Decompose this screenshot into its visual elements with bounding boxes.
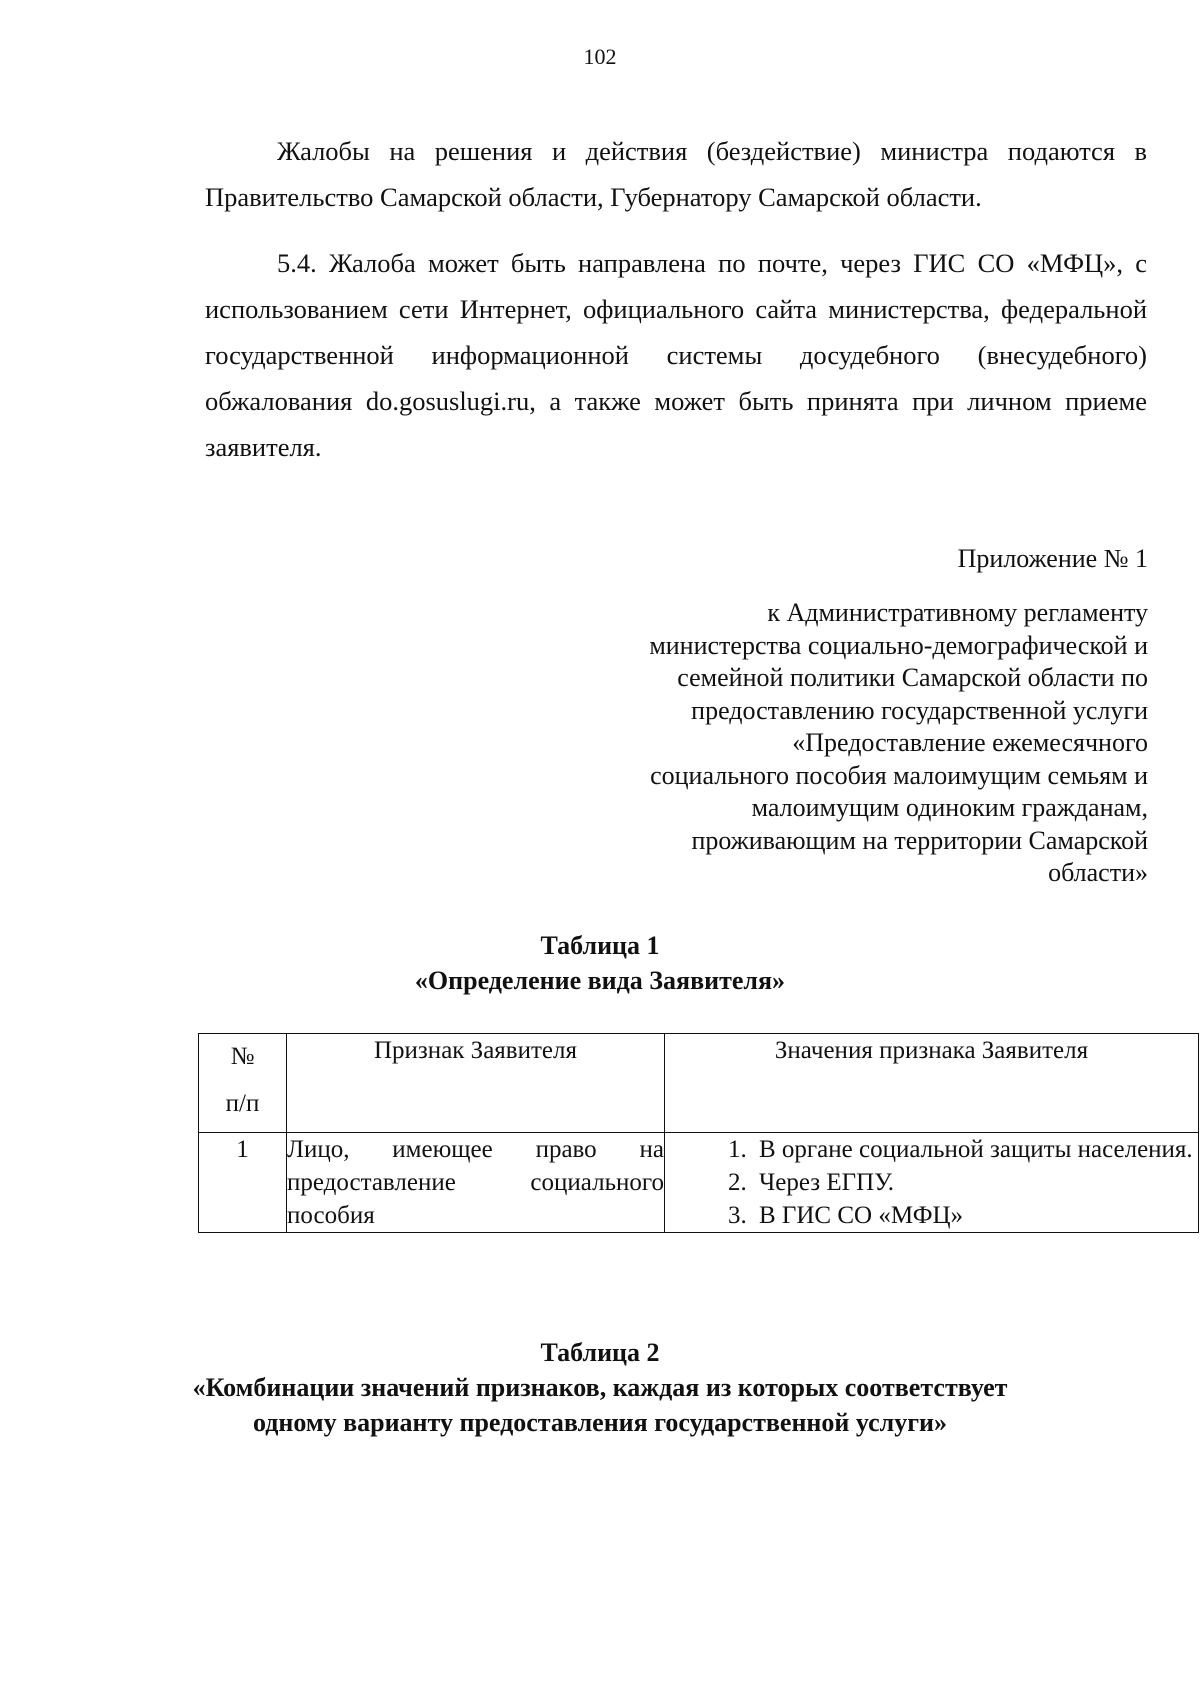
appendix-line: малоимущим одиноким гражданам,	[751, 793, 1148, 822]
cell-sign: Лицо, имеющее право на предоставление социального пособия	[287, 1133, 665, 1233]
appendix-body	[560, 597, 1148, 890]
appendix-line: к Административному регламенту	[767, 598, 1148, 627]
appendix-line: предоставлению государственной услуги	[691, 695, 1148, 725]
appendix-line: области»	[1048, 858, 1148, 887]
list-item: 3. В ГИС СО «МФЦ»	[753, 1199, 1198, 1232]
appendix-line: «Предоставление ежемесячного	[792, 728, 1148, 757]
header-sign: Признак Заявителя	[287, 1034, 665, 1133]
paragraph-text: Жалобы на решения и действия (бездействие) министра подаются в Правительство Самарской области, Губернатору Самарской области.	[205, 136, 1147, 212]
paragraph-complaints-minister	[205, 128, 1147, 220]
appendix-line: проживающим на территории Самарской	[691, 825, 1148, 855]
paragraph-5-4	[205, 240, 1147, 470]
paragraph-text: 5.4. Жалоба может быть направлена по почте, через ГИС СО «МФЦ», с использованием сети Интернет, официального сайта министерства, федеральной государственной информационной системы досудебного (внесудебного) обжалования do.gosuslugi.ru, а также может быть принята при личном приеме заявителя.	[205, 248, 1147, 462]
table2-caption-title-line1: «Комбинации значений признаков, каждая из которых соответствует	[192, 1373, 1008, 1402]
appendix-line: министерства социально-демографической и	[649, 630, 1148, 660]
table1-caption-title: «Определение вида Заявителя»	[414, 966, 786, 995]
header-number	[199, 1034, 287, 1133]
appendix-title: Приложение № 1	[957, 544, 1148, 573]
values-list	[665, 1133, 1198, 1232]
appendix-line: семейной политики Самарской области по	[677, 663, 1148, 692]
header-number-line2: п/п	[225, 1090, 260, 1117]
cell-values	[665, 1133, 1199, 1233]
table-row	[199, 1133, 1199, 1233]
applicant-type-table	[198, 1033, 1199, 1233]
table2-caption	[0, 1335, 1200, 1440]
header-number-line1: №	[230, 1043, 255, 1070]
table2-caption-number: Таблица 2	[540, 1338, 660, 1367]
table1-caption-number: Таблица 1	[540, 931, 660, 960]
table1-caption	[0, 928, 1200, 998]
header-value: Значения признака Заявителя	[665, 1034, 1199, 1133]
list-item: 1. В органе социальной защиты населения.	[753, 1133, 1198, 1166]
table2-caption-title-line2: одному варианту предоставления государственной услуги»	[252, 1408, 948, 1437]
list-item: 2. Через ЕГПУ.	[753, 1166, 1198, 1199]
cell-number: 1	[199, 1133, 287, 1233]
page-number: 102	[583, 44, 617, 69]
appendix-line: социального пособия малоимущим семьям и	[650, 760, 1148, 790]
table-header-row	[199, 1034, 1199, 1133]
